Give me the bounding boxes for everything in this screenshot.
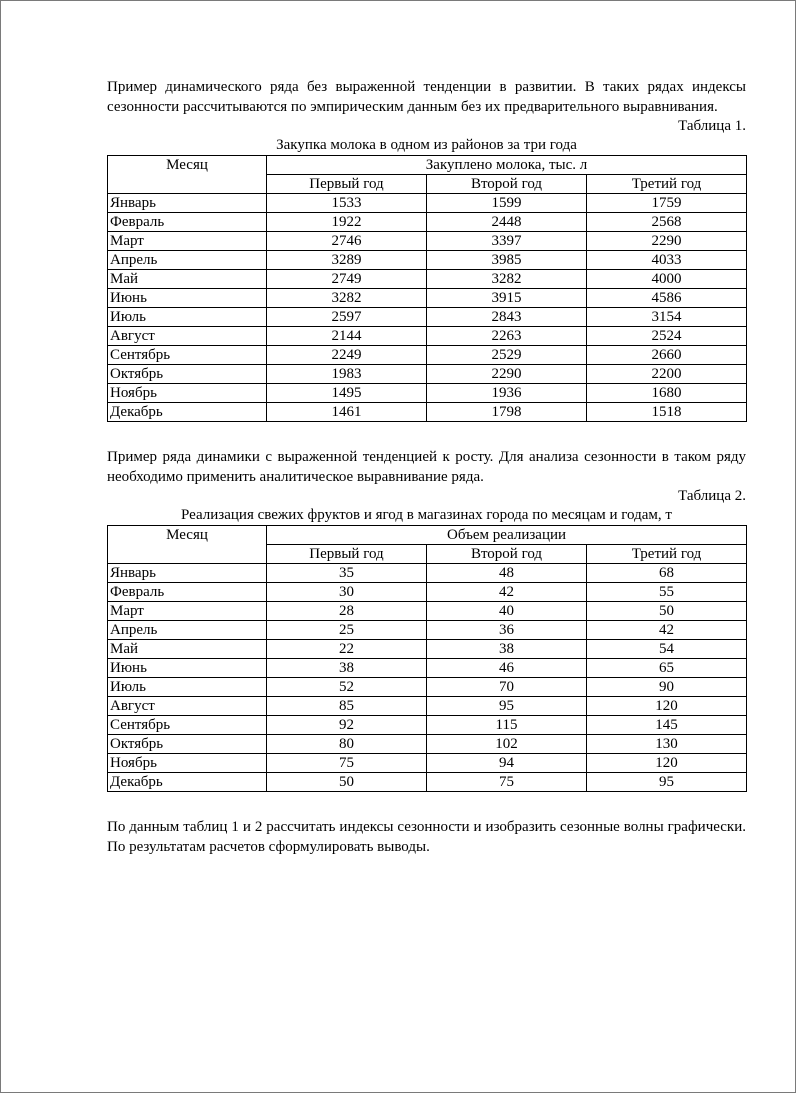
conclusion-paragraph: По данным таблиц 1 и 2 рассчитать индексы сезонности и изобразить сезонные волны графически. По результатам расчетов сформулировать выводы. [107,819,746,855]
value-cell: 3289 [267,251,427,270]
value-cell: 2746 [267,232,427,251]
table2-number: Таблица 2. [678,488,746,504]
value-cell: 75 [267,754,427,773]
table-row [108,194,747,213]
value-cell: 1518 [587,403,747,422]
value-cell: 2660 [587,346,747,365]
value-cell: 38 [267,659,427,678]
value-cell: 2524 [587,327,747,346]
value-cell: 120 [587,754,747,773]
value-cell: 46 [427,659,587,678]
value-cell: 48 [427,564,587,583]
value-cell: 1798 [427,403,587,422]
value-cell: 2448 [427,213,587,232]
table-row [108,754,747,773]
value-cell: 70 [427,678,587,697]
month-cell: Октябрь [108,365,267,384]
table-row [108,602,747,621]
value-cell: 1680 [587,384,747,403]
table2 [107,525,747,792]
month-cell: Июль [108,678,267,697]
table-row [108,659,747,678]
month-cell: Май [108,640,267,659]
value-cell: 42 [587,621,747,640]
value-cell: 50 [587,602,747,621]
table2-group-header: Объем реализации [267,526,747,545]
value-cell: 50 [267,773,427,792]
value-cell: 1599 [427,194,587,213]
value-cell: 30 [267,583,427,602]
month-cell: Январь [108,564,267,583]
page-content [107,78,746,857]
value-cell: 42 [427,583,587,602]
value-cell: 40 [427,602,587,621]
value-cell: 2290 [587,232,747,251]
value-cell: 3915 [427,289,587,308]
value-cell: 3154 [587,308,747,327]
table1-year-header: Первый год [267,175,427,194]
value-cell: 36 [427,621,587,640]
table1-group-header: Закуплено молока, тыс. л [267,156,747,175]
value-cell: 2263 [427,327,587,346]
table1-year-header: Третий год [587,175,747,194]
month-cell: Сентябрь [108,346,267,365]
value-cell: 4586 [587,289,747,308]
table1 [107,155,747,422]
month-cell: Ноябрь [108,384,267,403]
value-cell: 54 [587,640,747,659]
month-cell: Июнь [108,659,267,678]
value-cell: 25 [267,621,427,640]
value-cell: 22 [267,640,427,659]
table-row [108,365,747,384]
month-cell: Май [108,270,267,289]
value-cell: 2144 [267,327,427,346]
table-row [108,384,747,403]
value-cell: 145 [587,716,747,735]
value-cell: 4033 [587,251,747,270]
month-cell: Ноябрь [108,754,267,773]
value-cell: 1922 [267,213,427,232]
value-cell: 52 [267,678,427,697]
value-cell: 2749 [267,270,427,289]
value-cell: 2597 [267,308,427,327]
table2-month-header: Месяц [108,526,267,564]
table2-body [108,564,747,792]
value-cell: 94 [427,754,587,773]
value-cell: 95 [427,697,587,716]
month-cell: Апрель [108,621,267,640]
table1-number: Таблица 1. [678,118,746,134]
table-row [108,213,747,232]
value-cell: 130 [587,735,747,754]
value-cell: 92 [267,716,427,735]
month-cell: Октябрь [108,735,267,754]
table-row [108,716,747,735]
value-cell: 2200 [587,365,747,384]
table-row [108,308,747,327]
value-cell: 1936 [427,384,587,403]
month-cell: Апрель [108,251,267,270]
table-row [108,735,747,754]
table-row [108,346,747,365]
month-cell: Январь [108,194,267,213]
month-cell: Декабрь [108,403,267,422]
month-cell: Февраль [108,213,267,232]
value-cell: 120 [587,697,747,716]
month-cell: Июнь [108,289,267,308]
table-row [108,583,747,602]
table-row [108,564,747,583]
value-cell: 55 [587,583,747,602]
value-cell: 68 [587,564,747,583]
table-row [108,289,747,308]
value-cell: 2290 [427,365,587,384]
value-cell: 3282 [427,270,587,289]
value-cell: 2568 [587,213,747,232]
value-cell: 75 [427,773,587,792]
value-cell: 1983 [267,365,427,384]
value-cell: 1759 [587,194,747,213]
table-row [108,697,747,716]
table-row [108,232,747,251]
value-cell: 2249 [267,346,427,365]
intro-paragraph-1: Пример динамического ряда без выраженной тенденции в развитии. В таких рядах индексы сезонности рассчитываются по эмпирическим данным без их предварительного выравнивания. [107,79,746,115]
table-row [108,773,747,792]
table-row [108,621,747,640]
table1-caption: Закупка молока в одном из районов за три года [276,137,577,153]
table-row [108,640,747,659]
value-cell: 3397 [427,232,587,251]
value-cell: 1495 [267,384,427,403]
value-cell: 35 [267,564,427,583]
value-cell: 3282 [267,289,427,308]
value-cell: 80 [267,735,427,754]
value-cell: 1533 [267,194,427,213]
table-row [108,270,747,289]
value-cell: 65 [587,659,747,678]
month-cell: Февраль [108,583,267,602]
table2-year-header: Первый год [267,545,427,564]
value-cell: 2843 [427,308,587,327]
table-row [108,251,747,270]
value-cell: 3985 [427,251,587,270]
intro-paragraph-2: Пример ряда динамики с выраженной тенденцией к росту. Для анализа сезонности в таком ряду необходимо применить аналитическое выравнивание ряда. [107,449,746,485]
value-cell: 102 [427,735,587,754]
value-cell: 90 [587,678,747,697]
month-cell: Декабрь [108,773,267,792]
table-row [108,678,747,697]
table1-year-header: Второй год [427,175,587,194]
month-cell: Март [108,602,267,621]
value-cell: 4000 [587,270,747,289]
value-cell: 115 [427,716,587,735]
table-row [108,327,747,346]
table-row [108,403,747,422]
month-cell: Август [108,327,267,346]
table2-year-header: Второй год [427,545,587,564]
month-cell: Июль [108,308,267,327]
value-cell: 1461 [267,403,427,422]
month-cell: Сентябрь [108,716,267,735]
table2-year-header: Третий год [587,545,747,564]
value-cell: 28 [267,602,427,621]
month-cell: Август [108,697,267,716]
table2-caption: Реализация свежих фруктов и ягод в магазинах города по месяцам и годам, т [181,507,672,523]
value-cell: 95 [587,773,747,792]
value-cell: 2529 [427,346,587,365]
table1-month-header: Месяц [108,156,267,194]
value-cell: 38 [427,640,587,659]
value-cell: 85 [267,697,427,716]
month-cell: Март [108,232,267,251]
table1-body [108,194,747,422]
